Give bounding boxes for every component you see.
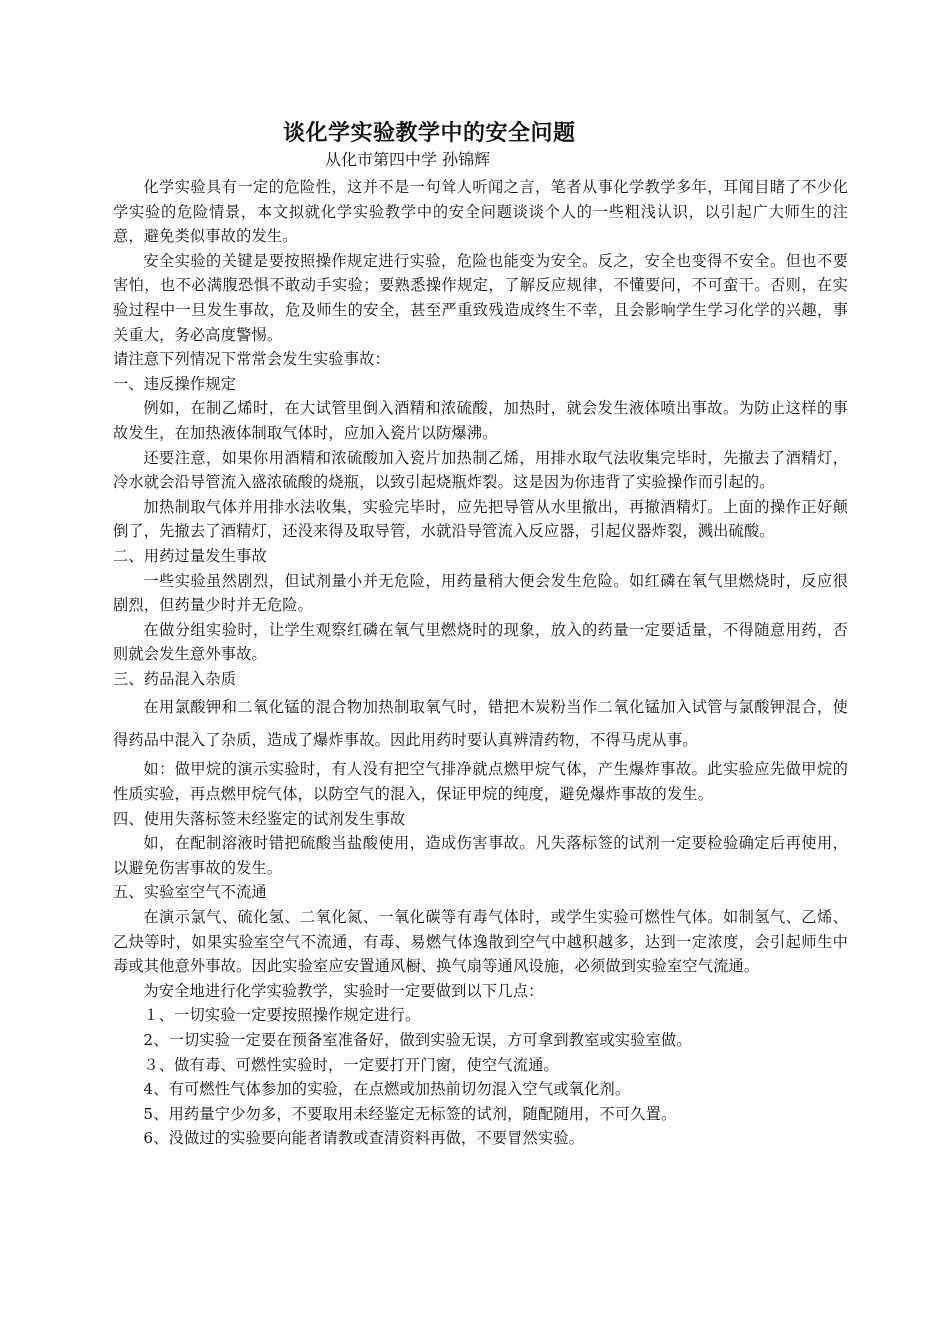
- section-4-paragraph-1: 如，在配制溶液时错把硫酸当盐酸使用，造成伤害事故。凡失落标签的试剂一定要检验确定后再使用，以避免伤害事故的发生。: [113, 834, 848, 877]
- page-title: 谈化学实验教学中的安全问题: [283, 120, 576, 146]
- section-heading-4: 四、使用失落标签未经鉴定的试剂发生事故: [113, 809, 406, 828]
- section-5-paragraph-1: 在演示氯气、硫化氢、二氧化氮、一氧化碳等有毒气体时，或学生实验可燃性气体。如制氢气、乙烯、乙炔等时，如果实验室空气不流通，有毒、易燃气体逸散到空气中越积越多，达到一定浓度，会引起师生中毒或其他意外事故。因此实验室应安置通风橱、换气扇等通风设施，必须做到实验室空气流通。: [113, 908, 848, 976]
- section-3-paragraph-1: 在用氯酸钾和二氧化锰的混合物加热制取氧气时，错把木炭粉当作二氧化锰加入试管与氯酸钾混合，使得药品中混入了杂质，造成了爆炸事故。因此用药时要认真辨清药物，不得马虎从事。: [113, 698, 848, 750]
- safety-point-4: 4、有可燃性气体参加的实验，在点燃或加热前切勿混入空气或氧化剂。: [143, 1080, 631, 1099]
- lead-sentence: 请注意下列情况下常常会发生实验事故：: [113, 350, 390, 369]
- section-heading-1: 一、违反操作规定: [113, 374, 237, 393]
- section-2-paragraph-2: 在做分组实验时，让学生观察红磷在氧气里燃烧时的现象，放入的药量一定要适量，不得随意用药，否则就会发生意外事故。: [113, 620, 848, 664]
- intro-paragraph-1: 化学实验具有一定的危险性，这并不是一句耸人听闻之言，笔者从事化学教学多年，耳闻目睹了不少化学实验的危险情景，本文拟就化学实验教学中的安全问题谈谈个人的一些粗浅认识，以引起广大师生的注意，避免类似事故的发生。: [113, 178, 848, 246]
- section-heading-5: 五、实验室空气不流通: [113, 883, 267, 902]
- intro-paragraph-2: 安全实验的关键是要按照操作规定进行实验，危险也能变为安全。反之，安全也变得不安全。但也不要害怕，也不必满腹恐惧不敢动手实验；要熟悉操作规定，了解反应规律，不懂要问，不可蛮干。否则，在实验过程中一旦发生事故，危及师生的安全，甚至严重致残造成终生不幸，且会影响学生学习化学的兴趣，事关重大，务必高度警惕。: [113, 251, 848, 344]
- summary-lead: 为安全地进行化学实验教学，实验时一定要做到以下几点：: [143, 981, 544, 1000]
- safety-point-1: １、一切实验一定要按照操作规定进行。: [143, 1006, 421, 1025]
- section-heading-3: 三、药品混入杂质: [113, 669, 237, 688]
- document-page: [113, 118, 848, 1151]
- section-1-paragraph-1: 例如，在制乙烯时，在大试管里倒入酒精和浓硫酸，加热时，就会发生液体喷出事故。为防止这样的事故发生，在加热液体制取气体时，应加入瓷片以防爆沸。: [113, 399, 848, 442]
- safety-point-6: 6、没做过的实验要向能者请教或查清资料再做，不要冒然实验。: [143, 1129, 585, 1148]
- section-2-paragraph-1: 一些实验虽然剧烈，但试剂量小并无危险，用药量稍大便会发生危险。如红磷在氧气里燃烧时，反应很剧烈，但药量少时并无危险。: [113, 571, 848, 615]
- section-3-paragraph-2: 如：做甲烷的演示实验时，有人没有把空气排净就点燃甲烷气体，产生爆炸事故。此实验应先做甲烷的性质实验，再点燃甲烷气体，以防空气的混入，保证甲烷的纯度，避免爆炸事故的发生。: [113, 760, 848, 804]
- section-1-paragraph-2: 还要注意，如果你用酒精和浓硫酸加入瓷片加热制乙烯，用排水取气法收集完毕时，先撤去了酒精灯，冷水就会沿导管流入盛浓硫酸的烧瓶，以致引起烧瓶炸裂。这是因为你违背了实验操作而引起的。: [113, 448, 848, 492]
- section-1-paragraph-3: 加热制取气体并用排水法收集，实验完毕时，应先把导管从水里撤出，再撤酒精灯。上面的操作正好颠倒了，先撤去了酒精灯，还没来得及取导管，水就沿导管流入反应器，引起仪器炸裂，溅出硫酸。: [113, 497, 848, 541]
- safety-point-2: 2、一切实验一定要在预备室准备好，做到实验无误，方可拿到教室或实验室做。: [143, 1031, 692, 1049]
- safety-point-5: 5、用药量宁少勿多，不要取用未经鉴定无标签的试剂，随配随用，不可久置。: [143, 1104, 677, 1123]
- safety-point-3: ３、做有毒、可燃性实验时，一定要打开门窗，使空气流通。: [143, 1055, 559, 1074]
- author-byline: 从化市第四中学 孙锦辉: [325, 150, 491, 169]
- section-heading-2: 二、用药过量发生事故: [113, 546, 267, 565]
